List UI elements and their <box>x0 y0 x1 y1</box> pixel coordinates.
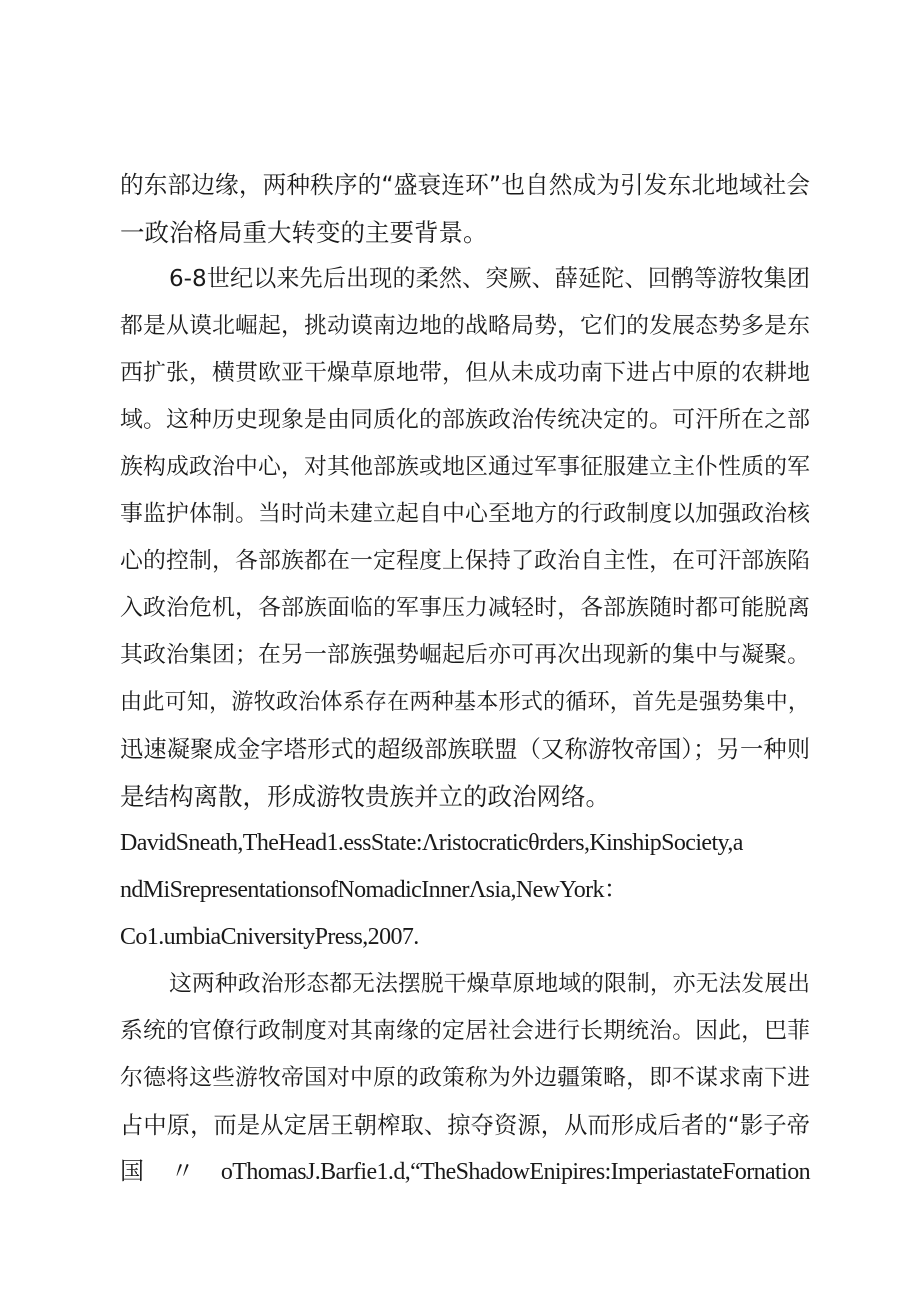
text-line: 的东部边缘，两种秩序的“盛衰连环”也自然成为引发东北地域社会 <box>120 171 810 199</box>
reference-line: DavidSneath,TheHead1.essState:Λristocraticθrders,KinshipSociety,a <box>120 830 743 856</box>
reference-line: Co1.umbiaCniversityPress,2007. <box>120 924 419 950</box>
body-text <box>120 162 810 1196</box>
text-line: 尔德将这些游牧帝国对中原的政策称为外边疆策略，即不谋求南下进 <box>120 1065 810 1091</box>
text-line: 其政治集团；在另一部族强势崛起后亦可再次出现新的集中与凝聚。 <box>120 642 810 668</box>
reference-line: 国〃oThomasJ.Barfie1.d,“TheShadowEnipires:ImperiastateFornation <box>120 1159 810 1185</box>
text-line: 是结构离散，形成游牧贵族并立的政治网络。 <box>120 782 610 811</box>
text-line: 占中原，而是从定居王朝榨取、掠夺资源，从而形成后者的“影子帝 <box>120 1112 810 1139</box>
text-line: 域。这种历史现象是由同质化的部族政治传统决定的。可汗所在之部 <box>120 407 810 433</box>
text-line: 一政治格局重大转变的主要背景。 <box>120 218 488 247</box>
text-line: 系统的官僚行政制度对其南缘的定居社会进行长期统治。因此，巴菲 <box>120 1018 810 1044</box>
text-line: 都是从谟北崛起，挑动谟南边地的战略局势，它们的发展态势多是东 <box>120 313 810 339</box>
text-line: 迅速凝聚成金字塔形式的超级部族联盟（又称游牧帝国）；另一种则 <box>120 736 810 763</box>
text-line: 西扩张，横贯欧亚干燥草原地带，但从未成功南下进占中原的农耕地 <box>120 360 810 386</box>
paragraph-start-line: 6-8世纪以来先后出现的柔然、突厥、薛延陀、回鹘等游牧集团 <box>169 266 810 292</box>
text-line: 事监护体制。当时尚未建立起自中心至地方的行政制度以加强政治核 <box>120 501 810 527</box>
text-line: 入政治危机，各部族面临的军事压力减轻时，各部族随时都可能脱离 <box>120 595 810 621</box>
text-line: 心的控制，各部族都在一定程度上保持了政治自主性，在可汗部族陷 <box>120 548 810 574</box>
text-line: 族构成政治中心，对其他部族或地区通过军事征服建立主仆性质的军 <box>120 454 810 480</box>
text-line: 由此可知，游牧政治体系存在两种基本形式的循环，首先是强势集中， <box>120 689 810 715</box>
paragraph-start-line: 这两种政治形态都无法摆脱干燥草原地域的限制，亦无法发展出 <box>169 971 810 997</box>
reference-line: ndMiSrepresentationsofNomadicInnerΛsia,NewYork： <box>120 877 628 903</box>
